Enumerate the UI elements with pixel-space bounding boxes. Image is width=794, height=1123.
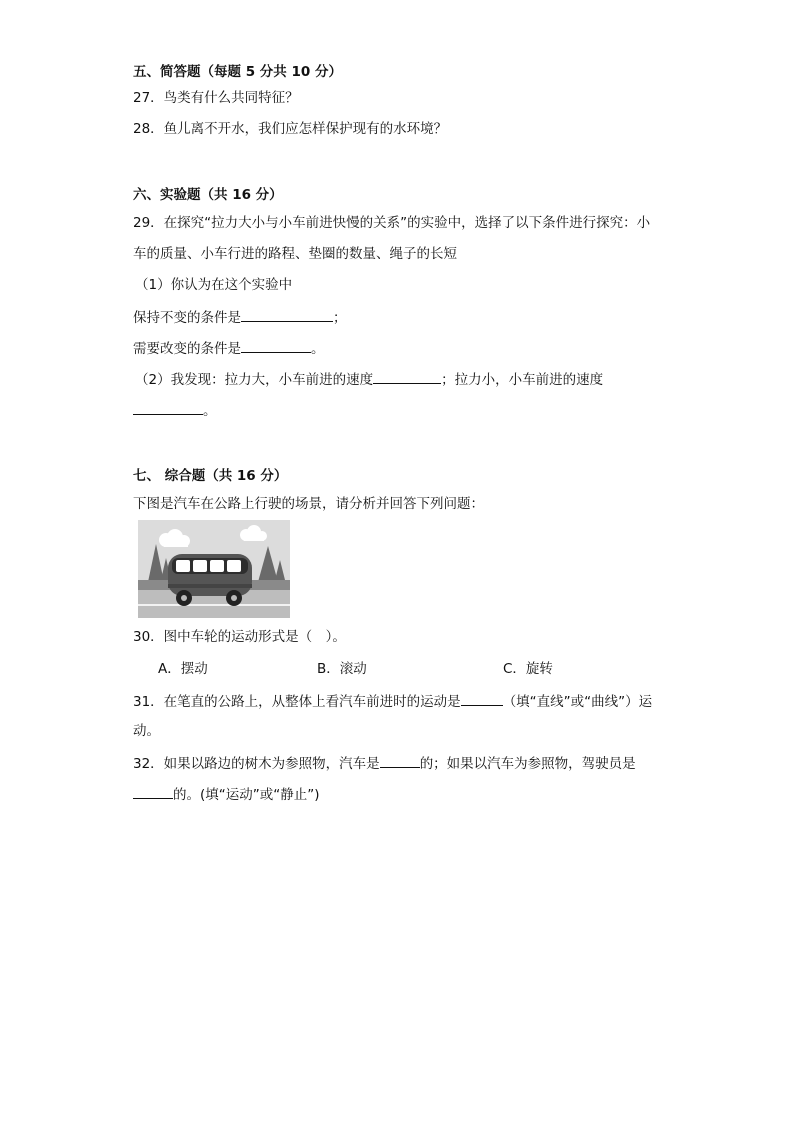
question-32-line-1 <box>133 753 636 773</box>
driver-reference-blank[interactable] <box>133 784 173 799</box>
bus-on-road-illustration <box>138 520 290 618</box>
question-30-option-a[interactable]: A．摆动 <box>158 661 208 677</box>
keep-condition-suffix: ； <box>333 310 347 326</box>
keep-condition-blank[interactable] <box>241 307 333 322</box>
question-29-line-2: 车的质量、小车行进的路程、垫圈的数量、绳子的长短 <box>133 246 457 262</box>
section-7-heading: 七、 综合题（共 16 分） <box>133 468 288 484</box>
question-30-option-c[interactable]: C．旋转 <box>503 661 553 677</box>
question-29-sub-2 <box>135 369 603 389</box>
change-condition-label: 需要改变的条件是 <box>133 341 241 357</box>
section-7-intro: 下图是汽车在公路上行驶的场景，请分析并回答下列问题： <box>133 496 484 512</box>
road-line <box>138 604 290 606</box>
change-condition-blank[interactable] <box>241 338 311 353</box>
question-28: 28．鱼儿离不开水，我们应怎样保护现有的水环境？ <box>133 121 448 137</box>
question-29-line-1: 29．在探究“拉力大小与小车前进快慢的关系”的实验中，选择了以下条件进行探究：小 <box>133 215 651 231</box>
question-27: 27．鸟类有什么共同特征？ <box>133 90 299 106</box>
question-32-mid: 的；如果以汽车为参照物，驾驶员是 <box>419 756 636 772</box>
motion-type-blank[interactable] <box>461 691 503 706</box>
question-31-line-1 <box>133 691 652 711</box>
car-reference-blank[interactable] <box>380 753 420 768</box>
question-30: 30．图中车轮的运动形式是（ ）。 <box>133 629 346 645</box>
small-pull-speed-blank[interactable] <box>133 400 203 415</box>
sub-2-end: 。 <box>203 403 217 419</box>
sub-2-prefix: （2）我发现：拉力大，小车前进的速度 <box>135 372 374 388</box>
sub-2-mid: ；拉力小，小车前进的速度 <box>441 372 604 388</box>
question-30-option-b[interactable]: B．滚动 <box>317 661 367 677</box>
change-condition-line <box>133 338 325 358</box>
section-5-heading: 五、简答题（每题 5 分共 10 分） <box>133 64 342 80</box>
section-6-heading: 六、实验题（共 16 分） <box>133 187 283 203</box>
question-32-suffix: 的。(填“运动”或“静止”) <box>173 787 320 803</box>
question-31-line-2: 动。 <box>133 723 160 739</box>
question-31-suffix: （填“直线”或“曲线”）运 <box>502 694 653 710</box>
question-29-sub-2-line-2 <box>133 400 217 420</box>
question-32-line-2 <box>133 784 320 804</box>
change-condition-suffix: 。 <box>311 341 325 357</box>
question-29-sub-1: （1）你认为在这个实验中 <box>135 277 293 293</box>
keep-condition-line <box>133 307 347 327</box>
question-31-prefix: 31．在笔直的公路上，从整体上看汽车前进时的运动是 <box>133 694 461 710</box>
big-pull-speed-blank[interactable] <box>373 369 441 384</box>
question-32-prefix: 32．如果以路边的树木为参照物，汽车是 <box>133 756 380 772</box>
keep-condition-label: 保持不变的条件是 <box>133 310 241 326</box>
